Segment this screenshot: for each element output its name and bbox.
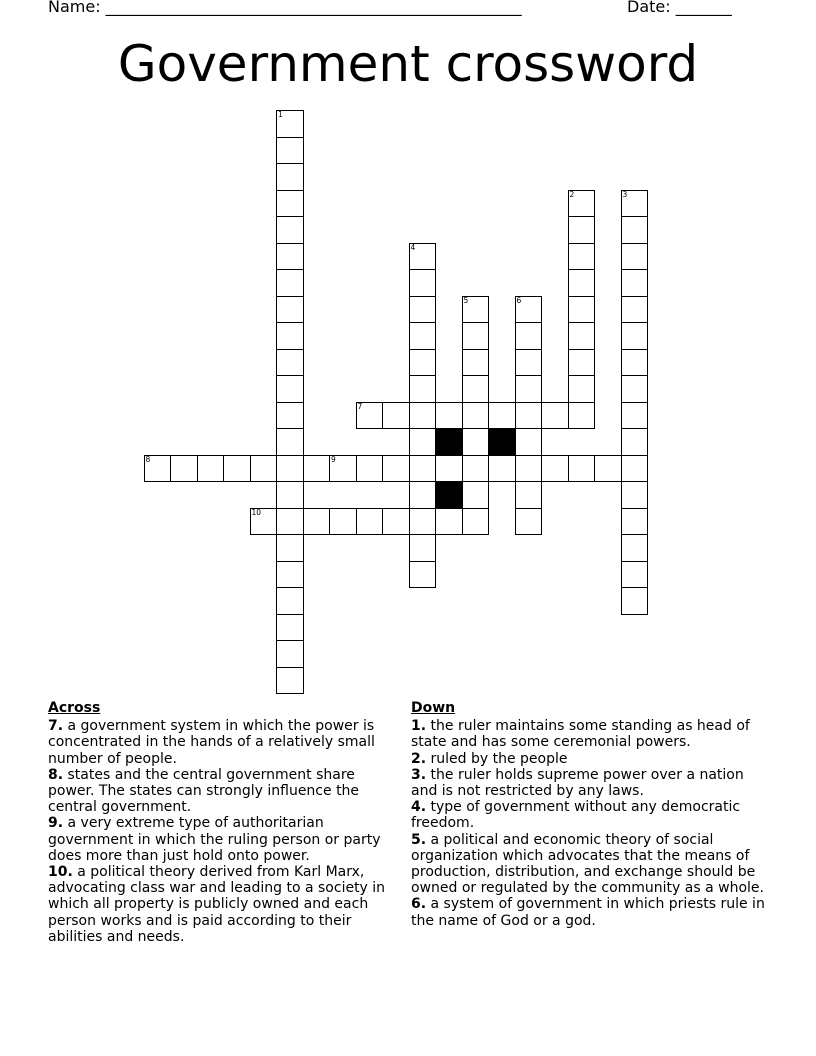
clue-text: the ruler maintains some standing as head of state and has some ceremonial powers. <box>411 718 750 751</box>
clue-number: 4. <box>411 799 427 816</box>
grid-cell[interactable] <box>462 375 490 403</box>
clue-number: 3. <box>411 766 427 783</box>
grid-cell[interactable] <box>621 190 649 218</box>
grid-cell[interactable] <box>356 508 384 536</box>
grid-cell[interactable] <box>621 296 649 324</box>
cell-number: 7 <box>357 401 363 411</box>
down-clues <box>411 700 767 929</box>
grid-cell[interactable] <box>621 349 649 377</box>
grid-cell[interactable] <box>276 216 304 244</box>
black-square <box>435 428 463 456</box>
clue-text: states and the central government share power. The states can strongly influence the central government. <box>48 766 360 816</box>
grid-cell[interactable] <box>276 243 304 271</box>
black-square <box>488 428 516 456</box>
grid-cell[interactable] <box>515 402 543 430</box>
grid-cell[interactable] <box>276 534 304 562</box>
grid-cell[interactable] <box>276 190 304 218</box>
clue-text: type of government without any democratic freedom. <box>411 799 741 832</box>
grid-cell[interactable] <box>594 455 622 483</box>
grid-cell[interactable] <box>488 455 516 483</box>
grid-cell[interactable] <box>409 561 437 589</box>
grid-cell[interactable] <box>621 534 649 562</box>
across-clue-8 <box>48 767 400 816</box>
grid-cell[interactable] <box>621 402 649 430</box>
across-heading: Across <box>48 700 101 716</box>
grid-cell[interactable] <box>303 455 331 483</box>
cell-number: 5 <box>463 295 469 305</box>
cell-number: 3 <box>622 189 628 199</box>
clue-number: 6. <box>411 896 427 913</box>
grid-cell[interactable] <box>515 296 543 324</box>
date-field-label[interactable]: Date: _______ <box>627 0 732 16</box>
grid-cell[interactable] <box>515 508 543 536</box>
grid-cell[interactable] <box>276 349 304 377</box>
grid-cell[interactable] <box>409 296 437 324</box>
grid-cell[interactable] <box>276 375 304 403</box>
down-clue-2 <box>411 751 767 767</box>
grid-cell[interactable] <box>276 428 304 456</box>
grid-cell[interactable] <box>356 455 384 483</box>
grid-cell[interactable] <box>462 428 490 456</box>
clue-text: ruled by the people <box>426 750 568 767</box>
clue-number: 1. <box>411 718 427 735</box>
grid-cell[interactable] <box>568 269 596 297</box>
clue-text: a system of government in which priests rule in the name of God or a god. <box>411 896 765 929</box>
grid-cell[interactable] <box>568 243 596 271</box>
grid-cell[interactable] <box>409 322 437 350</box>
grid-cell[interactable] <box>568 296 596 324</box>
clue-text: a very extreme type of authoritarian government in which the ruling person or party does more than just hold onto power. <box>48 815 381 864</box>
grid-cell[interactable] <box>276 455 304 483</box>
grid-cell[interactable] <box>541 402 569 430</box>
grid-cell[interactable] <box>276 296 304 324</box>
grid-cell[interactable] <box>223 455 251 483</box>
grid-cell[interactable] <box>409 481 437 509</box>
clue-number: 8. <box>48 766 64 783</box>
grid-cell[interactable] <box>621 243 649 271</box>
grid-cell[interactable] <box>329 455 357 483</box>
grid-cell[interactable] <box>409 375 437 403</box>
grid-cell[interactable] <box>488 402 516 430</box>
grid-cell[interactable] <box>621 428 649 456</box>
grid-cell[interactable] <box>170 455 198 483</box>
grid-cell[interactable] <box>462 455 490 483</box>
grid-cell[interactable] <box>144 455 172 483</box>
grid-cell[interactable] <box>197 455 225 483</box>
cell-number: 4 <box>410 242 416 252</box>
cell-number: 9 <box>331 454 336 464</box>
grid-cell[interactable] <box>382 402 410 430</box>
clue-text: a political and economic theory of social organization which advocates that the means of production, distribution, and exchange should be owned or regulated by the community as a whole. <box>411 831 764 897</box>
black-square <box>435 481 463 509</box>
clue-number: 10. <box>48 864 73 881</box>
cell-number: 10 <box>251 507 262 517</box>
grid-cell[interactable] <box>329 508 357 536</box>
grid-cell[interactable] <box>276 163 304 191</box>
grid-cell[interactable] <box>276 481 304 509</box>
grid-cell[interactable] <box>382 455 410 483</box>
across-clue-10 <box>48 864 400 945</box>
grid-cell[interactable] <box>409 508 437 536</box>
grid-cell[interactable] <box>409 402 437 430</box>
grid-cell[interactable] <box>515 428 543 456</box>
grid-cell[interactable] <box>409 349 437 377</box>
grid-cell[interactable] <box>276 508 304 536</box>
grid-cell[interactable] <box>276 561 304 589</box>
across-clue-9 <box>48 815 400 864</box>
grid-cell[interactable] <box>250 455 278 483</box>
grid-cell[interactable] <box>276 402 304 430</box>
grid-cell[interactable] <box>515 322 543 350</box>
grid-cell[interactable] <box>356 402 384 430</box>
grid-cell[interactable] <box>409 534 437 562</box>
cell-number: 6 <box>516 295 522 305</box>
grid-cell[interactable] <box>250 508 278 536</box>
grid-cell[interactable] <box>462 296 490 324</box>
grid-cell[interactable] <box>515 455 543 483</box>
clue-text: a government system in which the power is concentrated in the hands of a relatively small number of people. <box>48 718 375 767</box>
grid-cell[interactable] <box>435 402 463 430</box>
grid-cell[interactable] <box>515 349 543 377</box>
grid-cell[interactable] <box>568 455 596 483</box>
clue-number: 7. <box>48 718 64 735</box>
grid-cell[interactable] <box>462 481 490 509</box>
grid-cell[interactable] <box>276 110 304 138</box>
down-heading: Down <box>411 700 456 716</box>
grid-cell[interactable] <box>276 640 304 668</box>
grid-cell[interactable] <box>276 614 304 642</box>
grid-cell[interactable] <box>568 375 596 403</box>
grid-cell[interactable] <box>435 455 463 483</box>
cell-number: 8 <box>145 454 151 464</box>
grid-cell[interactable] <box>462 349 490 377</box>
name-field-label[interactable]: Name: ____________________________________________________ <box>48 0 522 16</box>
grid-cell[interactable] <box>515 375 543 403</box>
across-clue-7 <box>48 718 400 767</box>
grid-cell[interactable] <box>621 455 649 483</box>
grid-cell[interactable] <box>435 508 463 536</box>
clue-text: the ruler holds supreme power over a nation and is not restricted by any laws. <box>411 766 744 800</box>
grid-cell[interactable] <box>276 322 304 350</box>
grid-cell[interactable] <box>621 375 649 403</box>
clue-number: 9. <box>48 815 64 832</box>
clue-text: a political theory derived from Karl Marx, advocating class war and leading to a society in which all property is publicly owned and each person works and is paid according to their abilities and needs. <box>48 864 386 945</box>
clue-number: 5. <box>411 831 427 848</box>
grid-cell[interactable] <box>568 322 596 350</box>
grid-cell[interactable] <box>568 349 596 377</box>
grid-cell[interactable] <box>303 508 331 536</box>
grid-cell[interactable] <box>409 243 437 271</box>
grid-cell[interactable] <box>409 269 437 297</box>
grid-cell[interactable] <box>515 481 543 509</box>
grid-cell[interactable] <box>621 216 649 244</box>
grid-cell[interactable] <box>462 322 490 350</box>
across-clues <box>48 700 400 945</box>
grid-cell[interactable] <box>568 402 596 430</box>
grid-cell[interactable] <box>462 402 490 430</box>
grid-cell[interactable] <box>568 216 596 244</box>
grid-cell[interactable] <box>621 561 649 589</box>
grid-cell[interactable] <box>382 508 410 536</box>
clue-number: 2. <box>411 750 427 767</box>
grid-cell[interactable] <box>276 667 304 695</box>
grid-cell[interactable] <box>276 137 304 165</box>
grid-cell[interactable] <box>621 508 649 536</box>
page-title: Government crossword <box>117 35 699 93</box>
down-clue-6 <box>411 896 767 928</box>
down-clue-4 <box>411 799 767 831</box>
grid-cell[interactable] <box>462 508 490 536</box>
grid-cell[interactable] <box>621 322 649 350</box>
cell-number: 1 <box>278 110 283 119</box>
grid-cell[interactable] <box>409 455 437 483</box>
grid-cell[interactable] <box>276 269 304 297</box>
cell-number: 2 <box>569 189 575 199</box>
grid-cell[interactable] <box>621 269 649 297</box>
down-clue-3 <box>411 767 767 799</box>
grid-cell[interactable] <box>409 428 437 456</box>
grid-cell[interactable] <box>621 481 649 509</box>
grid-cell[interactable] <box>276 587 304 615</box>
down-clue-5 <box>411 832 767 897</box>
grid-cell[interactable] <box>541 455 569 483</box>
grid-cell[interactable] <box>568 190 596 218</box>
grid-cell[interactable] <box>621 587 649 615</box>
down-clue-1 <box>411 718 767 750</box>
